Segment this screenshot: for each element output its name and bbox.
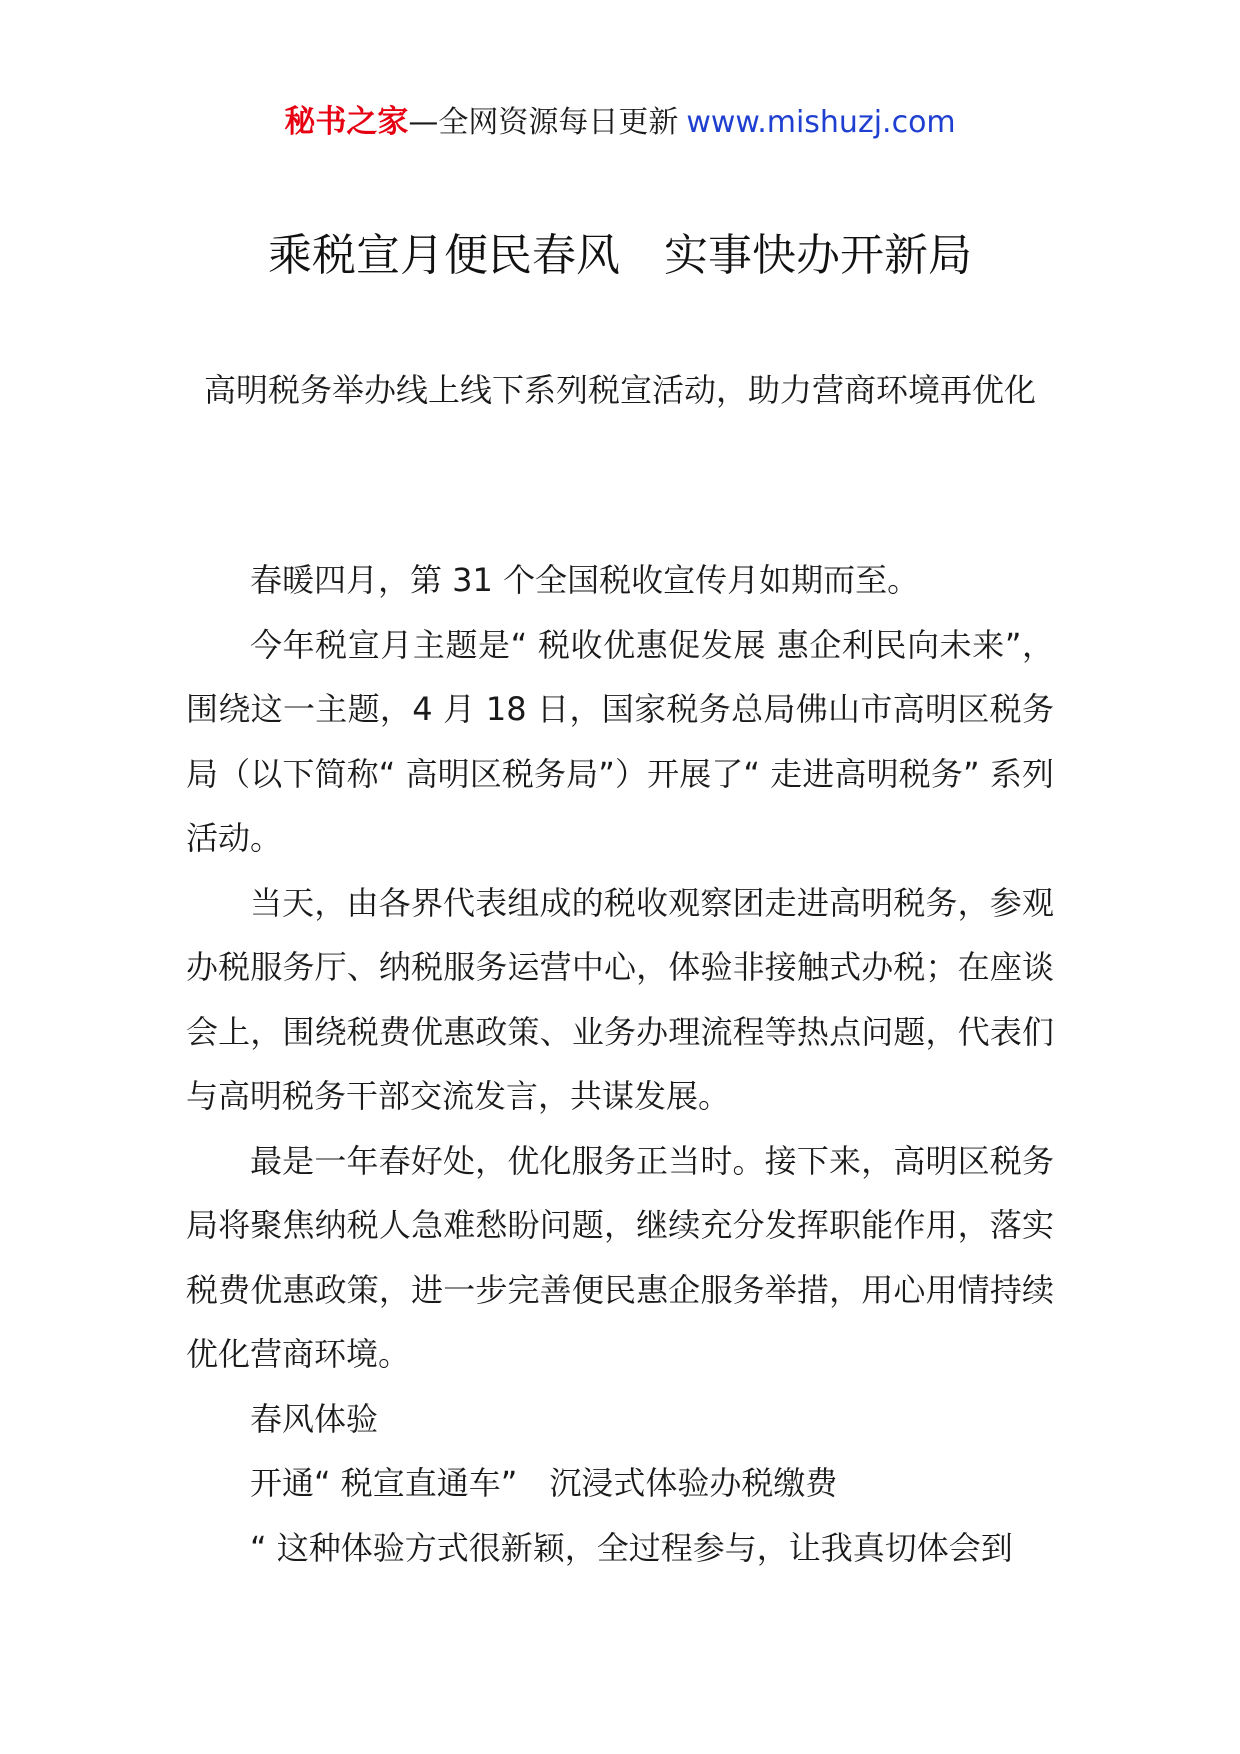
document-title: 乘税宣月便民春风 实事快办开新局 xyxy=(268,230,972,281)
site-header xyxy=(0,102,1240,143)
document-body xyxy=(186,548,1054,1580)
paragraph: 当天，由各界代表组成的税收观察团走进高明税务，参观办税服务厅、纳税服务运营中心，体验非接触式办税；在座谈会上，围绕税费优惠政策、业务办理流程等热点问题，代表们与高明税务干部交流发言，共谋发展。 xyxy=(186,883,1054,1115)
section-heading: 春风体验 xyxy=(250,1399,379,1438)
brand-name: 秘书之家 xyxy=(284,104,409,140)
section-subheading: 开通“ 税宣直通车” 沉浸式体验办税缴费 xyxy=(250,1464,838,1502)
paragraph: 今年税宣月主题是“ 税收优惠促发展 惠企利民向未来”，围绕这一主题，4 月 18 日，国家税务总局佛山市高明区税务局（以下简称“ 高明区税务局”）开展了“ 走进高明税务” 系列活动。 xyxy=(186,625,1054,857)
paragraph: 春暖四月，第 31 个全国税收宣传月如期而至。 xyxy=(250,561,920,599)
header-tagline: —全网资源每日更新 xyxy=(408,105,679,140)
document-subtitle: 高明税务举办线上线下系列税宣活动，助力营商环境再优化 xyxy=(203,371,1036,409)
paragraph: “ 这种体验方式很新颖，全过程参与，让我真切体会到 xyxy=(250,1528,1013,1567)
paragraph: 最是一年春好处，优化服务正当时。接下来，高明区税务局将聚焦纳税人急难愁盼问题，继续充分发挥职能作用，落实税费优惠政策，进一步完善便民惠企服务举措，用心用情持续优化营商环境。 xyxy=(186,1141,1054,1373)
site-url-link[interactable]: www.mishuzj.com xyxy=(686,105,956,140)
